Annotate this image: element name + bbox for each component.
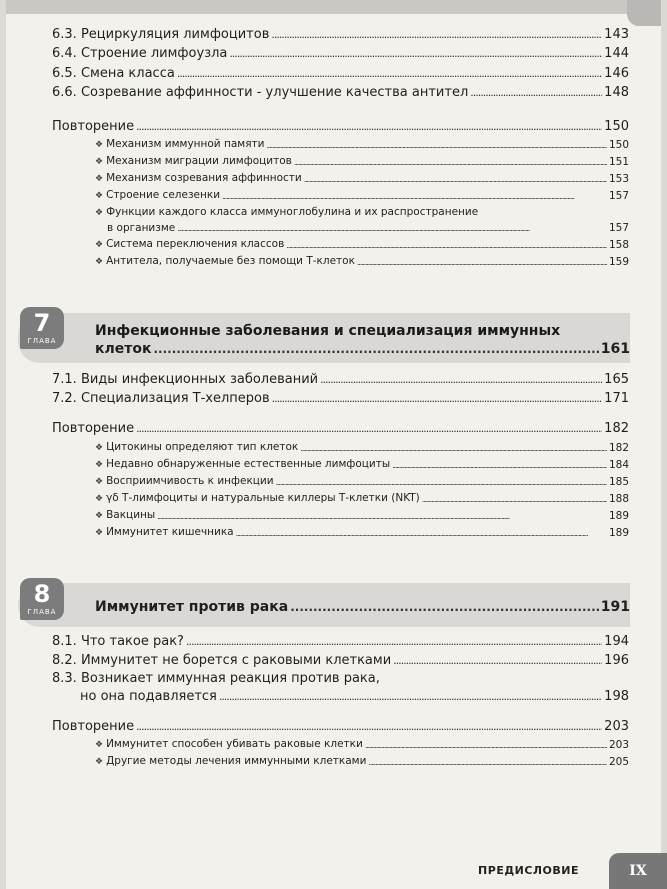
diamond-bullet-icon: ❖: [95, 240, 104, 250]
diamond-bullet-icon: ❖: [95, 140, 104, 150]
review-7-item[interactable]: ❖ Цитокины определяют тип клеток ..... 182: [95, 441, 629, 456]
diamond-bullet-icon: ❖: [95, 191, 104, 201]
review-8-item[interactable]: ❖ Иммунитет способен убивать раковые клетки ..... 203: [95, 738, 629, 753]
toc-entry-6-3[interactable]: 6.3. Рециркуляция лимфоцитов ..... 143: [52, 26, 629, 44]
diamond-bullet-icon: ❖: [95, 157, 104, 167]
diamond-bullet-icon: ❖: [95, 757, 104, 767]
review-6-heading[interactable]: Повторение ..... 150: [52, 118, 629, 136]
review-6-item-line2[interactable]: в организме ..... 157: [107, 221, 629, 236]
review-7-item[interactable]: ❖ Вакцины ..... 189: [95, 509, 629, 524]
toc-entry-8-3-line1[interactable]: 8.3. Возникает иммунная реакция против рака,: [52, 671, 380, 686]
review-6-item[interactable]: ❖ Механизм миграции лимфоцитов ..... 151: [95, 155, 629, 170]
chapter-8-heading[interactable]: Иммунитет против рака ..... 191: [95, 598, 630, 616]
diamond-bullet-icon: ❖: [95, 740, 104, 750]
footer-page-number: IX: [609, 853, 667, 889]
toc-entry-6-5[interactable]: 6.5. Смена класса ..... 146: [52, 65, 629, 83]
review-7-item[interactable]: ❖ Недавно обнаруженные естественные лимфоциты ..... 184: [95, 458, 629, 473]
toc-entry-7-2[interactable]: 7.2. Специализация Т-хелперов ..... 171: [52, 390, 629, 408]
chapter-8-badge: 8 ГЛАВА: [20, 578, 64, 620]
top-bar: [0, 0, 667, 14]
review-8-item[interactable]: ❖ Другие методы лечения иммунными клетками ..... 205: [95, 755, 629, 770]
toc-entry-6-4[interactable]: 6.4. Строение лимфоузла ..... 144: [52, 45, 629, 63]
review-6-item-line1[interactable]: ❖ Функции каждого класса иммуноглобулина и их распространение: [95, 206, 479, 218]
diamond-bullet-icon: ❖: [95, 494, 104, 504]
review-6-item[interactable]: ❖ Механизм иммунной памяти ..... 150: [95, 138, 629, 153]
diamond-bullet-icon: ❖: [95, 443, 104, 453]
diamond-bullet-icon: ❖: [95, 528, 104, 538]
review-6-item[interactable]: ❖ Строение селезенки ..... 157: [95, 189, 629, 204]
chapter-7-heading[interactable]: клеток ..... 161: [95, 340, 630, 358]
toc-entry-8-2[interactable]: 8.2. Иммунитет не борется с раковыми клетками ..... 196: [52, 652, 629, 670]
toc-entry-7-1[interactable]: 7.1. Виды инфекционных заболеваний ..... 165: [52, 371, 629, 389]
review-7-item[interactable]: ❖ Иммунитет кишечника ..... 189: [95, 526, 629, 541]
chapter-7-badge: 7 ГЛАВА: [20, 307, 64, 349]
diamond-bullet-icon: ❖: [95, 174, 104, 184]
diamond-bullet-icon: ❖: [95, 257, 104, 267]
review-7-item[interactable]: ❖ Восприимчивость к инфекции ..... 185: [95, 475, 629, 490]
right-page-edge: [661, 0, 667, 889]
review-7-item[interactable]: ❖ γδ Т-лимфоциты и натуральные киллеры Т-клетки (NKT) ..... 188: [95, 492, 629, 507]
review-6-item[interactable]: ❖ Механизм созревания аффинности ..... 153: [95, 172, 629, 187]
review-6-item[interactable]: ❖ Антитела, получаемые без помощи Т-клеток ..... 159: [95, 255, 629, 270]
toc-entry-8-1[interactable]: 8.1. Что такое рак? ..... 194: [52, 633, 629, 651]
review-6-item[interactable]: ❖ Система переключения классов ..... 158: [95, 238, 629, 253]
toc-entry-6-6[interactable]: 6.6. Созревание аффинности - улучшение качества антител ..... 148: [52, 84, 629, 102]
chapter-7-title-line1: Инфекционные заболевания и специализация иммунных: [95, 323, 561, 339]
review-8-heading[interactable]: Повторение ..... 203: [52, 718, 629, 736]
review-7-heading[interactable]: Повторение ..... 182: [52, 420, 629, 438]
diamond-bullet-icon: ❖: [95, 460, 104, 470]
diamond-bullet-icon: ❖: [95, 511, 104, 521]
toc-entry-8-3-line2[interactable]: но она подавляется ..... 198: [80, 688, 629, 706]
left-page-edge: [0, 0, 6, 889]
diamond-bullet-icon: ❖: [95, 477, 104, 487]
footer-section-label: ПРЕДИСЛОВИЕ: [478, 864, 579, 877]
diamond-bullet-icon: ❖: [95, 208, 104, 218]
